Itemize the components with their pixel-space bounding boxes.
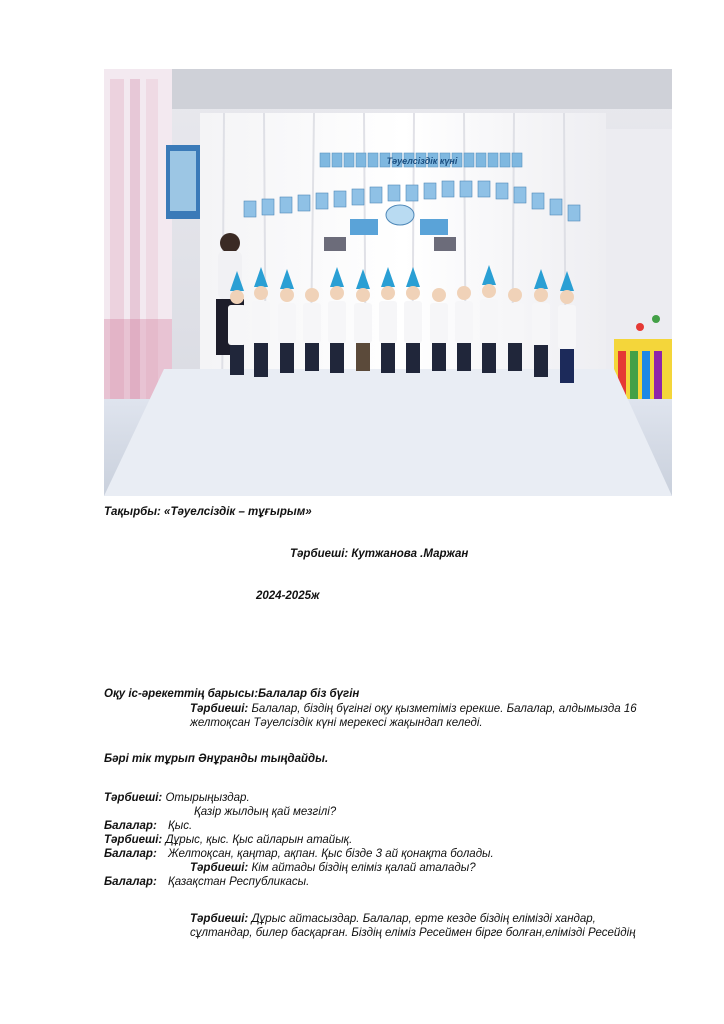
dialog-speaker: Тәрбиеші: xyxy=(190,862,249,874)
dialog-text: Желтоқсан, қаңтар, ақпан. Қыс бізде 3 ай қонақта болады. xyxy=(168,848,494,860)
dialog-text: Дұрыс, қыс. Қыс айларын атайық. xyxy=(162,834,353,846)
dialog-text: Қазақстан Республикасы. xyxy=(168,876,310,888)
dialog-line-3 xyxy=(104,819,193,833)
banner-title: Тәуелсіздік күні xyxy=(386,156,458,166)
intro-line-2: желтоқсан Тәуелсіздік күні мерекесі жақындап келеді. xyxy=(190,717,483,729)
dialog-speaker: Тәрбиеші: xyxy=(104,792,163,804)
teacher-line: Тәрбиеші: Кутжанова .Маржан xyxy=(290,548,469,560)
dialog-line-1 xyxy=(104,791,250,805)
dialog-line-5 xyxy=(104,847,494,861)
dialog-speaker: Балалар: xyxy=(104,848,157,860)
group-photo xyxy=(104,69,672,496)
intro-line-1: Балалар, біздің бүгінгі оқу қызметіміз ерекше. Балалар, алдымызда 16 xyxy=(248,703,637,715)
final-line-2: сұлтандар, билер басқарған. Біздің еліміз Ресеймен бірге болған,елімізді Ресейдің xyxy=(190,927,636,939)
dialog-text: Кім айтады біздің еліміз қалай аталады? xyxy=(248,862,476,874)
dialog-speaker: Балалар: xyxy=(104,876,157,888)
year-line: 2024-2025ж xyxy=(256,590,320,602)
intro-paragraph xyxy=(190,702,637,716)
anthem-line: Бәрі тік тұрып Әнұранды тыңдайды. xyxy=(104,753,329,765)
intro-speaker: Тәрбиеші: xyxy=(190,703,249,715)
dialog-line-7 xyxy=(104,875,310,889)
final-speaker: Тәрбиеші: xyxy=(190,913,249,925)
dialog-text: Қыс. xyxy=(168,820,193,832)
dialog-line-4 xyxy=(104,833,352,847)
dialog-line-6 xyxy=(190,861,476,875)
dialog-text: Отырыңыздар. xyxy=(162,792,250,804)
progress-heading: Оқу іс-әрекеттің барысы:Балалар біз бүгін xyxy=(104,688,360,700)
dialog-speaker: Балалар: xyxy=(104,820,157,832)
dialog-line-2: Қазір жылдың қай мезгілі? xyxy=(194,806,337,818)
final-paragraph xyxy=(190,912,596,926)
final-line-1: Дұрыс айтасыздар. Балалар, ерте кезде біздің елімізді хандар, xyxy=(248,913,596,925)
dialog-speaker: Тәрбиеші: xyxy=(104,834,163,846)
topic-line: Тақырбы: «Тәуелсіздік – тұғырым» xyxy=(104,506,312,518)
